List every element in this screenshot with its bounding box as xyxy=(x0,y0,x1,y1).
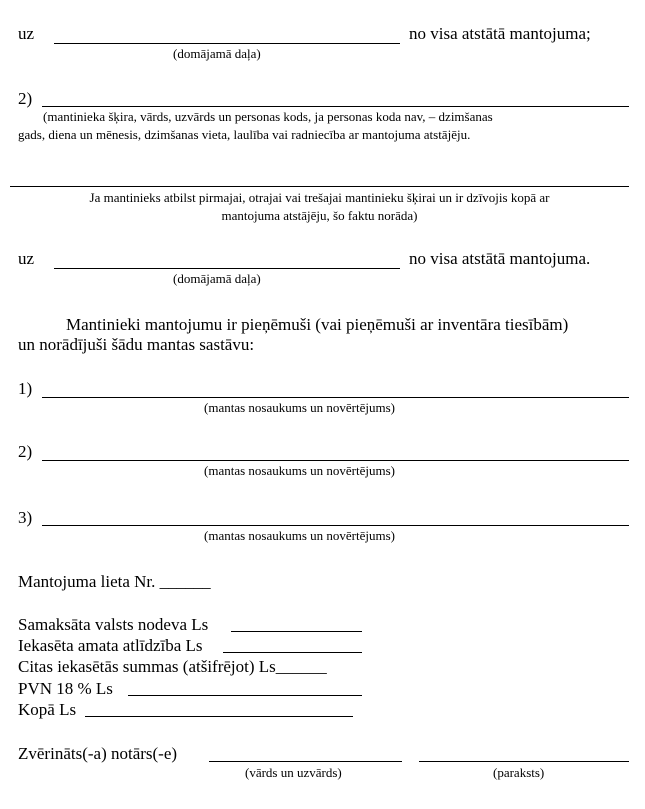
share-prefix: uz xyxy=(18,24,35,43)
heir-2-caption-line1: (mantinieka šķira, vārds, uzvārds un personas kods, ja personas koda nav, – dzimšanas xyxy=(43,109,493,124)
property-item-1-caption: (mantas nosaukums un novērtējums) xyxy=(204,400,395,415)
heir-2-number: 2) xyxy=(18,89,33,108)
state-duty-label: Samaksāta valsts nodeva Ls xyxy=(18,615,209,634)
acceptance-line2: un norādījuši šādu mantas sastāvu: xyxy=(18,335,255,354)
heir-2-note-line2: mantojuma atstājēju, šo faktu norāda) xyxy=(221,208,418,223)
heir-2-share-caption: (domājamā daļa) xyxy=(173,271,261,286)
share-blank-line[interactable] xyxy=(54,43,400,44)
official-fee-label: Iekasēta amata atlīdzība Ls xyxy=(18,636,203,655)
notary-name-caption: (vārds un uzvārds) xyxy=(245,765,342,780)
property-item-3-caption: (mantas nosaukums un novērtējums) xyxy=(204,528,395,543)
vat-line[interactable] xyxy=(128,695,362,696)
property-item-2-line[interactable] xyxy=(42,460,629,461)
heir-2-blank-line[interactable] xyxy=(42,106,629,107)
property-item-3-line[interactable] xyxy=(42,525,629,526)
heir-2-note-line1: Ja mantinieks atbilst pirmajai, otrajai vai trešajai mantinieku šķirai un ir dzīvojis kopā ar xyxy=(89,190,550,205)
case-number: Mantojuma lieta Nr. ______ xyxy=(18,572,211,591)
notary-label: Zvērināts(-a) notārs(-e) xyxy=(18,744,178,763)
property-item-1-number: 1) xyxy=(18,379,33,398)
heir-2-share-suffix: no visa atstātā mantojuma. xyxy=(409,249,591,268)
property-item-1-line[interactable] xyxy=(42,397,629,398)
heir-2-cohabitation-line[interactable] xyxy=(10,186,629,187)
heir-2-share-prefix: uz xyxy=(18,249,35,268)
vat-label: PVN 18 % Ls xyxy=(18,679,113,698)
notary-signature-caption: (paraksts) xyxy=(493,765,545,780)
heir-2-note xyxy=(10,189,629,225)
total-line[interactable] xyxy=(85,716,353,717)
heir-2-caption-line2: gads, diena un mēnesis, dzimšanas vieta, laulība vai radniecība ar mantojuma atstājēju. xyxy=(18,127,471,142)
share-caption: (domājamā daļa) xyxy=(173,46,261,61)
heir-2-share-blank-line[interactable] xyxy=(54,268,400,269)
property-item-2-number: 2) xyxy=(18,442,33,461)
official-fee-line[interactable] xyxy=(223,652,362,653)
property-item-3-number: 3) xyxy=(18,508,33,527)
total-label: Kopā Ls xyxy=(18,700,77,719)
heir-2-caption xyxy=(18,108,614,144)
notary-name-line[interactable] xyxy=(209,761,402,762)
other-sums-label: Citas iekasētās summas (atšifrējot) Ls______ xyxy=(18,657,327,676)
share-suffix: no visa atstātā mantojuma; xyxy=(409,24,591,43)
acceptance-line1: Mantinieki mantojumu ir pieņēmuši (vai pieņēmuši ar inventāra tiesībām) xyxy=(66,315,569,334)
property-item-2-caption: (mantas nosaukums un novērtējums) xyxy=(204,463,395,478)
notary-signature-line[interactable] xyxy=(419,761,629,762)
state-duty-line[interactable] xyxy=(231,631,362,632)
